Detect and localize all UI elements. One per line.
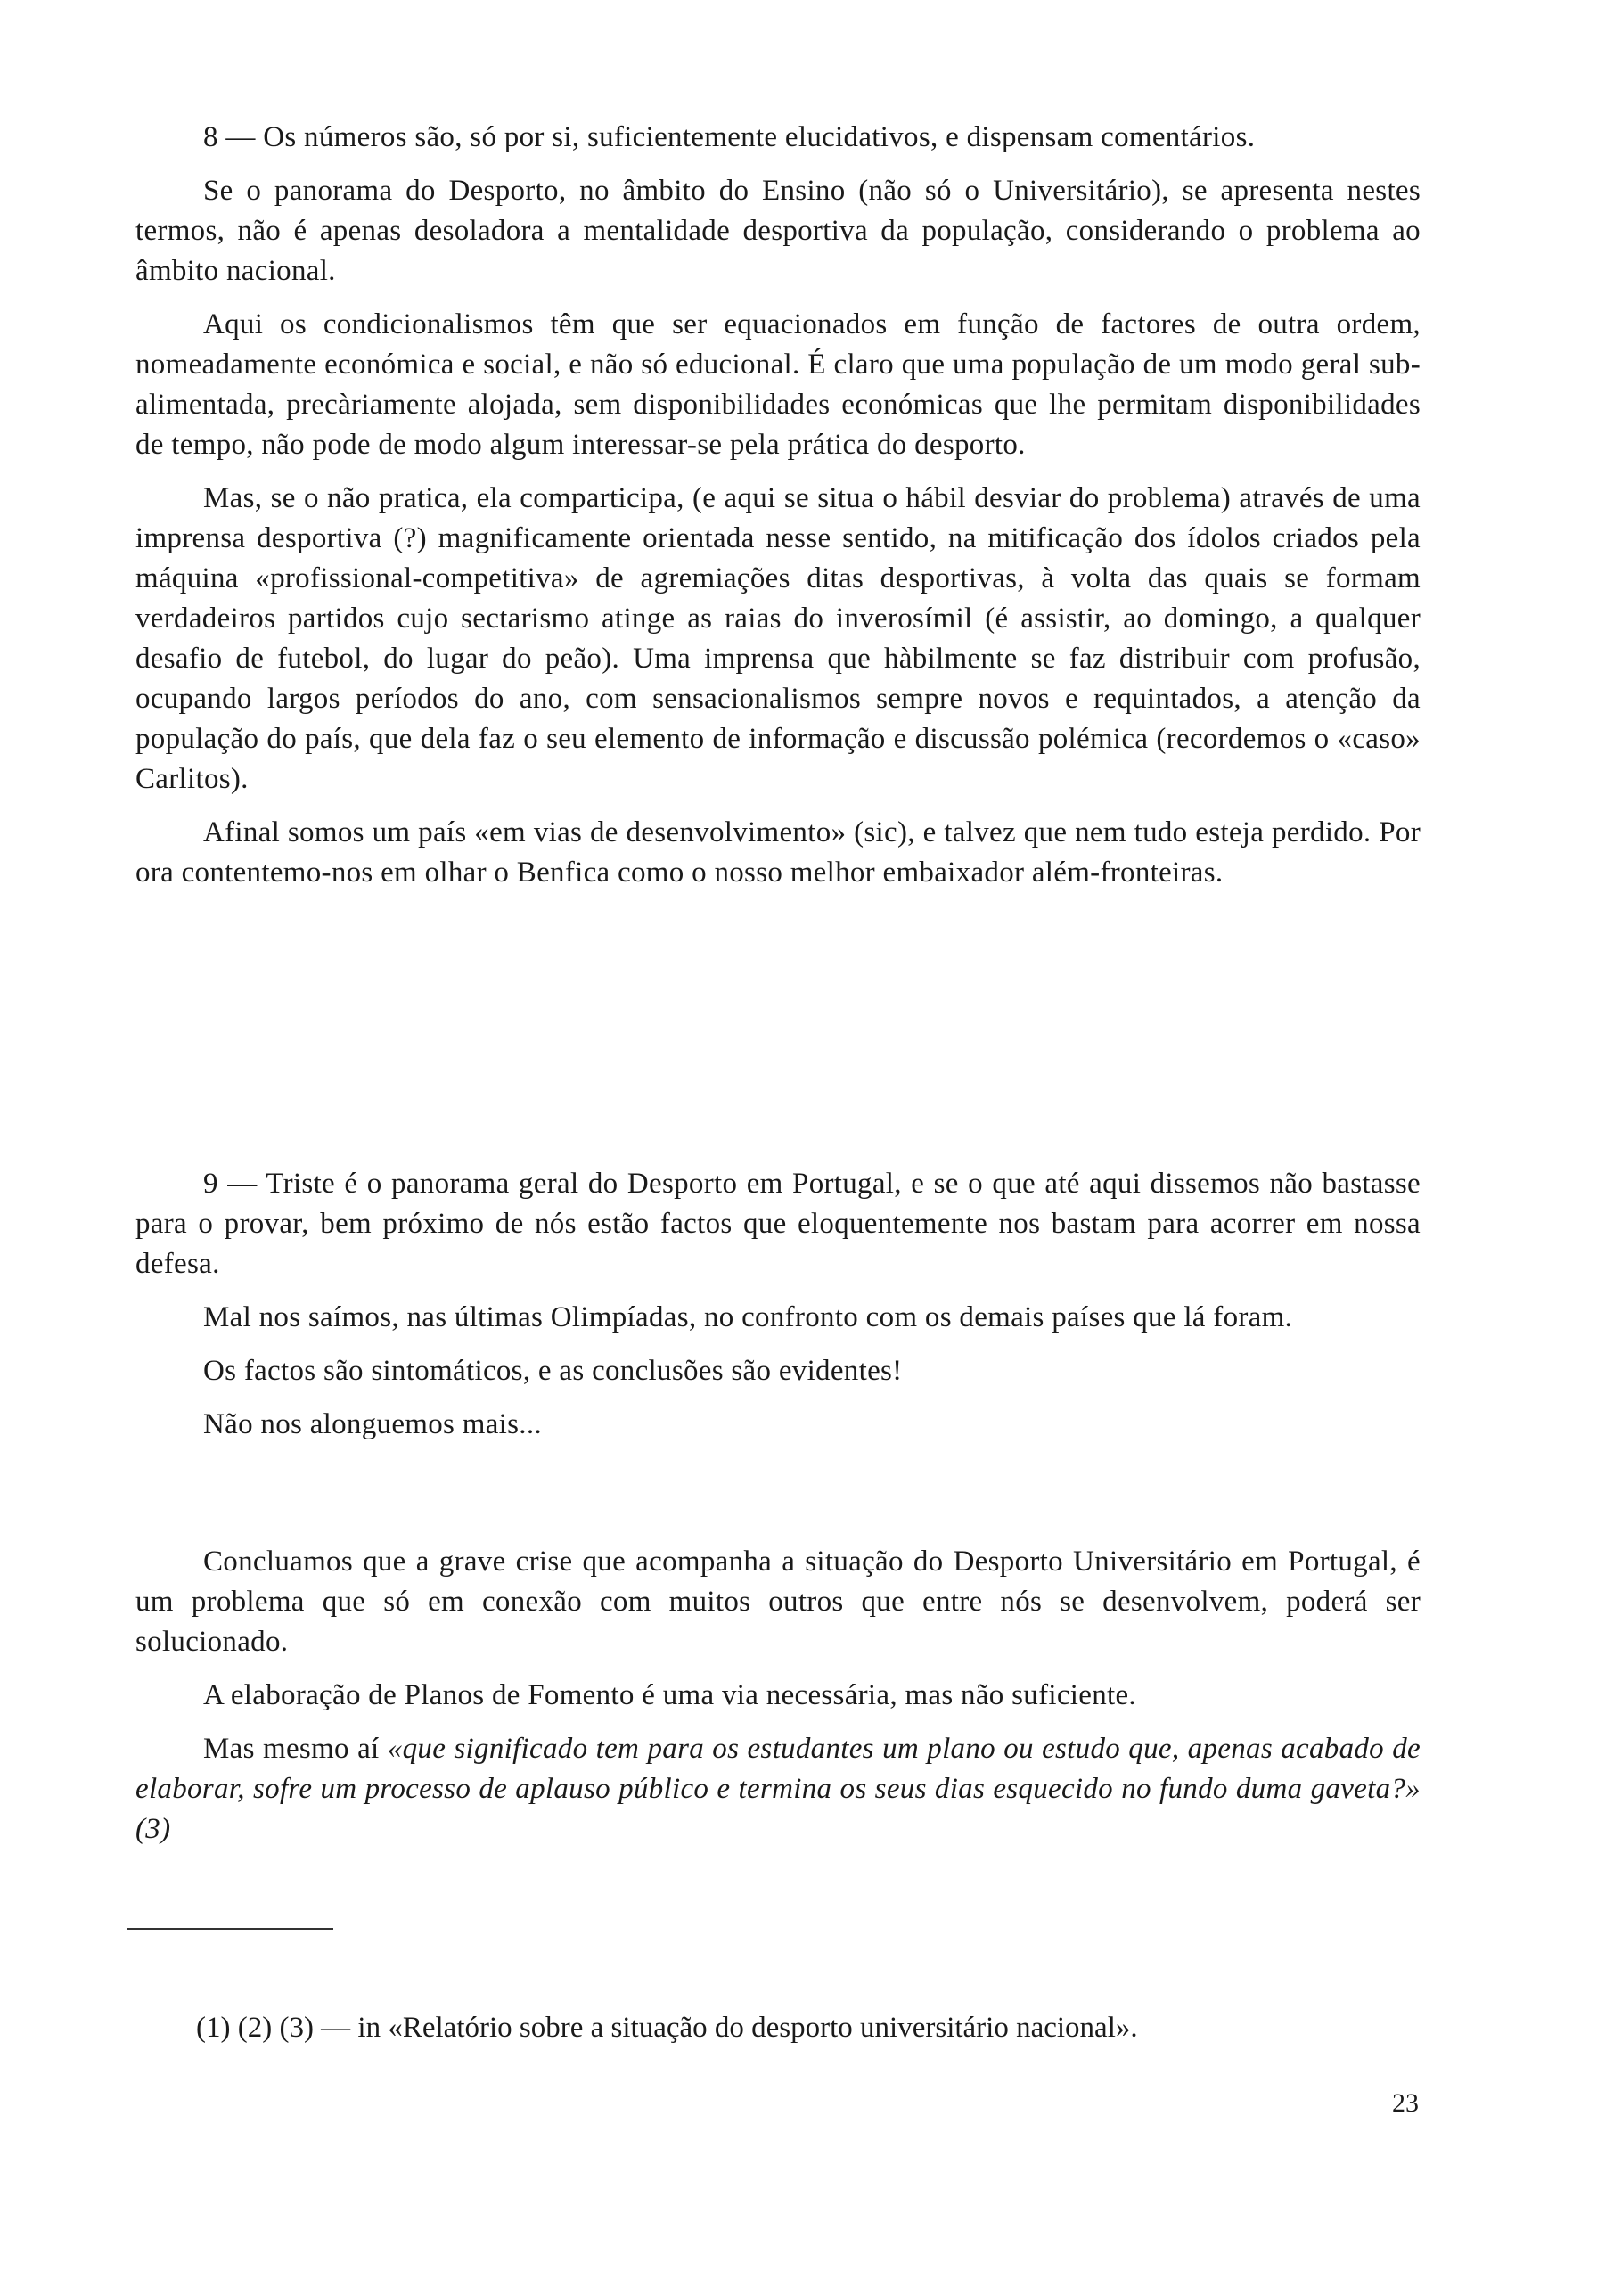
italic-quote: «que significado tem para os estudantes um plano ou estudo que, apenas acabado de elaborar, sofre um processo de aplauso público e termina os seus dias esquecido no fundo duma gaveta?» (3) xyxy=(135,1733,1421,1845)
paragraph: Concluamos que a grave crise que acompanha a situação do Desporto Universitário em Portugal, é um problema que só em conexão com muitos outros que entre nós se desenvolvem, poderá ser solucionado. xyxy=(135,1546,1421,1658)
section-9 xyxy=(135,1164,1421,1458)
paragraph: 9 — Triste é o panorama geral do Desporto em Portugal, e se o que até aqui dissemos não bastasse para o provar, bem próximo de nós estão factos que eloquentemente nos bastam para acorrer em nossa defesa. xyxy=(135,1168,1421,1280)
paragraph: Afinal somos um país «em vias de desenvolvimento» (sic), e talvez que nem tudo esteja perdido. Por ora contentemo-nos em olhar o Benfica como o nosso melhor embaixador além-fronteiras. xyxy=(135,816,1421,889)
quote-lead: Mas mesmo aí xyxy=(203,1733,388,1765)
page-number: 23 xyxy=(1392,2088,1419,2118)
paragraph: Mas, se o não pratica, ela comparticipa, (e aqui se situa o hábil desviar do problema) através de uma imprensa desportiva (?) magnificamente orientada nesse sentido, na mitificação dos ídolos criados pela máquina «profissional-competitiva» de agremiações ditas desportivas, à volta das quais se formam verdadeiros partidos cujo sectarismo atinge as raias do inverosímil (é assistir, ao domingo, a qualquer desafio de futebol, do lugar do peão). Uma imprensa que hàbilmente se faz distribuir com profusão, ocupando largos períodos do ano, com sensacionalismos sempre novos e requintados, a atenção da população do país, que dela faz o seu elemento de informação e discussão polémica (recordemos o «caso» Carlitos). xyxy=(135,482,1421,795)
section-8 xyxy=(135,118,1421,906)
paragraph: Os factos são sintomáticos, e as conclusões são evidentes! xyxy=(203,1355,903,1387)
paragraph: A elaboração de Planos de Fomento é uma via necessária, mas não suficiente. xyxy=(203,1679,1136,1711)
paragraph: Mal nos saímos, nas últimas Olimpíadas, no confronto com os demais países que lá foram. xyxy=(203,1301,1293,1333)
footnote: (1) (2) (3) — in «Relatório sobre a situação do desporto universitário nacional». xyxy=(196,2012,1138,2044)
footnote-separator xyxy=(127,1928,333,1930)
conclusion-section xyxy=(135,1542,1421,1849)
paragraph: Não nos alonguemos mais... xyxy=(203,1408,542,1440)
quoted-paragraph xyxy=(135,1729,1421,1849)
paragraph: Aqui os condicionalismos têm que ser equacionados em função de factores de outra ordem, nomeadamente económica e social, e não só educional. É claro que uma população de um modo geral sub-alimentada, precàriamente alojada, sem disponibilidades económicas que lhe permitam disponibilidades de tempo, não pode de modo algum interessar-se pela prática do desporto. xyxy=(135,308,1421,461)
paragraph: 8 — Os números são, só por si, suficientemente elucidativos, e dispensam comentários. xyxy=(203,121,1256,153)
paragraph: Se o panorama do Desporto, no âmbito do Ensino (não só o Universitário), se apresenta nestes termos, não é apenas desoladora a mentalidade desportiva da população, considerando o problema ao âmbito nacional. xyxy=(135,175,1421,287)
